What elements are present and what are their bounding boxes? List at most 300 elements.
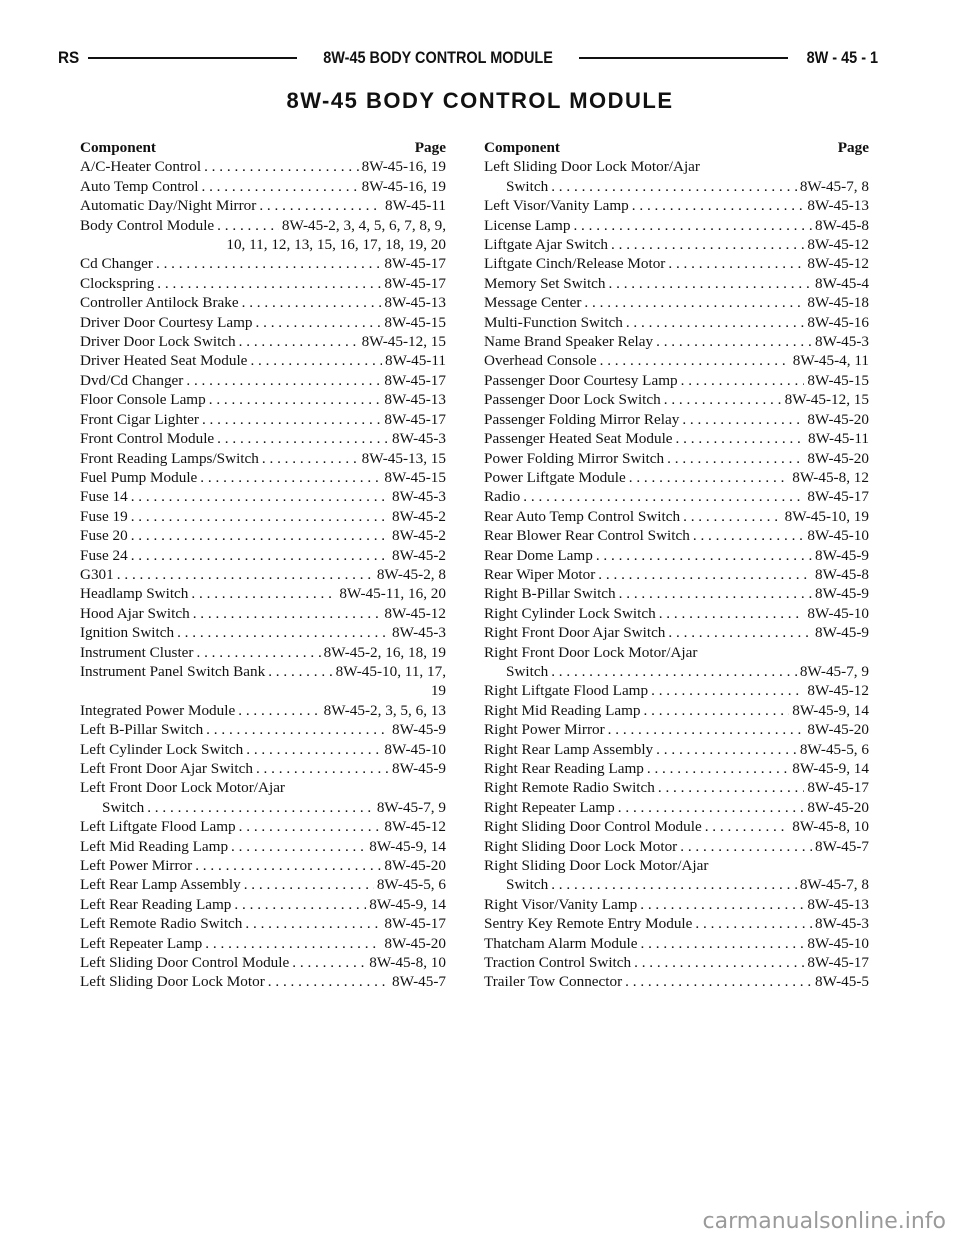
dot-leader [551,177,797,196]
page-ref: 8W-45-3 [815,333,869,351]
page-ref: 8W-45-12 [807,255,869,273]
page-ref: 8W-45-9 [815,546,869,564]
dot-leader [268,972,389,991]
component-name: Message Center [484,294,582,312]
page-ref: 8W-45-20 [807,410,869,428]
list-item [80,351,446,370]
component-name: Right Rear Lamp Assembly [484,740,654,758]
page-ref: 8W-45-20 [384,934,446,952]
list-item [80,293,446,312]
dot-leader [231,837,366,856]
page-ref: 8W-45-9 [392,760,446,777]
list-item [80,584,446,603]
component-name: Front Cigar Lighter [80,410,199,428]
page-ref: 8W-45-17 [384,371,446,389]
component-name: Rear Wiper Motor [484,565,596,583]
list-item-continuation [484,662,869,681]
component-name: Right Sliding Door Lock Motor [484,837,678,855]
dot-leader [682,410,804,429]
component-name: Left Visor/Vanity Lamp [484,197,629,215]
dot-leader [117,565,374,584]
list-item-continuation [80,798,446,817]
page-ref: 8W-45-20 [807,449,869,467]
dot-leader [573,216,812,235]
dot-leader [641,934,805,953]
dot-leader [651,681,804,700]
list-item [80,410,446,429]
dot-leader [262,449,359,468]
page-ref: 8W-45-11 [384,197,446,215]
component-heading: Component [484,139,560,156]
component-name: Left Front Door Ajar Switch [80,760,253,777]
page-ref: 8W-45-2 [392,507,446,525]
page-ref: 8W-45-2 [392,546,446,564]
component-name: Right Front Door Lock Motor/Ajar [484,643,698,661]
dot-leader [551,662,797,681]
list-item [80,895,446,914]
page-ref: 8W-45-9 [392,721,446,739]
dot-leader [131,487,389,506]
component-name: A/C-Heater Control [80,158,202,176]
dot-leader [626,313,805,332]
dot-leader [177,623,389,642]
list-item [484,740,869,759]
component-name: Passenger Folding Mirror Relay [484,410,680,428]
page-ref: 8W-45-16 [807,313,869,331]
component-name: G301 [80,565,114,583]
component-name: Fuse 24 [80,546,128,564]
list-item [80,837,446,856]
page-ref: 8W-45-5 [815,973,869,991]
list-item [80,390,446,409]
dot-leader [629,468,790,487]
page-ref: 8W-45-9, 14 [792,701,869,719]
list-item [484,410,869,429]
page-heading: Page [837,139,869,156]
component-name: Front Control Module [80,430,215,448]
dot-leader [204,157,359,176]
page-ref: 8W-45-7, 8 [799,876,869,894]
dot-leader [680,837,812,856]
dot-leader [667,449,804,468]
dot-leader [246,740,381,759]
component-name: Integrated Power Module [80,701,236,719]
page-ref: 8W-45-2, 16, 18, 19 [323,643,446,661]
list-item [80,449,446,468]
list-item [80,274,446,293]
list-item [80,468,446,487]
component-name: Left Rear Reading Lamp [80,895,232,913]
dot-leader [217,216,279,235]
dot-leader [600,351,790,370]
page-ref: 8W-45-12, 15 [361,333,446,351]
dot-leader [668,623,812,642]
page-ref: 8W-45-17 [807,779,869,797]
dot-leader [664,390,782,409]
dot-leader [131,546,389,565]
dot-leader [193,604,382,623]
list-item [80,546,446,565]
dot-leader [640,895,804,914]
component-name: Left Sliding Door Lock Motor/Ajar [484,158,700,176]
page-title: 8W-45 BODY CONTROL MODULE [286,88,674,113]
dot-leader [234,895,366,914]
page-ref: 8W-45-3 [815,915,869,933]
dot-leader [157,274,381,293]
page-ref: 8W-45-16, 19 [361,158,446,176]
page-ref: 8W-45-12, 15 [784,391,869,409]
list-item [80,216,446,235]
page-ref: 8W-45-17 [384,915,446,933]
component-name: Sentry Key Remote Entry Module [484,915,693,933]
header-section-code: RS [58,48,80,67]
dot-leader [131,507,389,526]
page-ref: 8W-45-8, 10 [792,818,869,836]
page-ref: 8W-45-5, 6 [376,876,446,894]
list-item [484,468,869,487]
page-ref: 8W-45-4, 11 [792,352,869,370]
list-item-continuation [484,177,869,196]
list-item [80,526,446,545]
dot-leader [239,817,382,836]
list-item [484,449,869,468]
list-item [80,177,446,196]
page-ref: 8W-45-20 [807,721,869,739]
component-name: Rear Auto Temp Control Switch [484,507,681,525]
list-item [80,953,446,972]
list-item [484,720,869,739]
component-name: Power Folding Mirror Switch [484,449,665,467]
component-name: Fuse 20 [80,527,128,545]
page-ref: 8W-45-3 [392,488,446,506]
component-name: Right Rear Reading Lamp [484,760,644,777]
component-name: Liftgate Cinch/Release Motor [484,255,666,273]
page-ref: 8W-45-9, 14 [792,760,869,777]
page-ref: 8W-45-20 [384,857,446,875]
dot-leader [217,429,389,448]
page-ref: 8W-45-12 [807,682,869,700]
page-ref: 8W-45-15 [384,468,446,486]
component-name: Instrument Cluster [80,643,194,661]
index-column-right [484,138,869,992]
component-name: Rear Dome Lamp [484,546,593,564]
dot-leader [705,817,790,836]
dot-leader [693,526,805,545]
list-item [484,778,869,797]
list-item [80,720,446,739]
page-ref: 8W-45-12 [807,236,869,254]
page-ref: 8W-45-12 [384,604,446,622]
page-ref: 8W-45-13 [384,391,446,409]
list-item [484,604,869,623]
column-header [80,138,446,157]
list-item [484,934,869,953]
component-name: Left Power Mirror [80,857,193,875]
dot-leader [658,778,805,797]
dot-leader [596,546,812,565]
dot-leader [147,798,374,817]
page-ref: 8W-45-7 [392,973,446,991]
component-list [80,157,446,991]
page-ref: 8W-45-7, 9 [376,798,446,816]
list-item [484,235,869,254]
dot-leader [209,390,382,409]
page-ref: 8W-45-11 [384,352,446,370]
list-item [484,487,869,506]
page-ref: 8W-45-12 [384,818,446,836]
list-item [484,429,869,448]
dot-leader [695,914,812,933]
dot-leader [598,565,812,584]
list-item [80,817,446,836]
component-name-cont: Switch [506,177,549,195]
list-item [80,662,446,681]
dot-leader [647,759,789,778]
page-ref: 8W-45-9, 14 [369,837,446,855]
page-ref: 8W-45-9 [815,624,869,642]
dot-leader [242,293,382,312]
list-item [484,390,869,409]
page-ref: 8W-45-18 [807,294,869,312]
component-name: Clockspring [80,274,155,292]
dot-leader [191,584,336,603]
page-ref: 8W-45-7, 9 [799,662,869,680]
component-name: Right Sliding Door Control Module [484,818,702,836]
component-name: Right Mid Reading Lamp [484,701,641,719]
list-item [80,196,446,215]
component-name: Hood Ajar Switch [80,604,190,622]
page-ref: 8W-45-8, 10 [369,954,446,972]
dot-leader [206,720,389,739]
component-name: Left Cylinder Lock Switch [80,740,244,758]
dot-leader [245,914,381,933]
component-name: Right Front Door Ajar Switch [484,624,666,642]
page-ref: 8W-45-10, 11, 17, [335,662,446,680]
component-name: Left Liftgate Flood Lamp [80,818,236,836]
page-heading: Page [414,139,446,156]
page-ref: 8W-45-2, 8 [376,565,446,583]
list-item [484,759,869,778]
component-name: Right Power Mirror [484,721,605,739]
list-item [80,972,446,991]
dot-leader [656,332,812,351]
component-name: Fuse 14 [80,488,128,506]
page-ref: 8W-45-17 [807,488,869,506]
list-item [484,798,869,817]
dot-leader [186,371,381,390]
dot-leader [196,643,320,662]
list-item [80,565,446,584]
component-name: Passenger Door Courtesy Lamp [484,371,678,389]
page-ref: 8W-45-13 [807,895,869,913]
list-item [484,565,869,584]
dot-leader [681,371,805,390]
dot-leader [259,196,382,215]
component-list [484,157,869,991]
component-name: Left Mid Reading Lamp [80,837,229,855]
list-item [484,196,869,215]
dot-leader [201,177,358,196]
component-name: Overhead Console [484,352,597,370]
dot-leader [238,701,320,720]
page-ref-continuation: 19 [430,682,446,700]
dot-leader [609,274,813,293]
dot-leader [611,235,804,254]
page-ref: 8W-45-17 [384,274,446,292]
component-name: Front Reading Lamps/Switch [80,449,259,467]
list-item [484,293,869,312]
page-ref: 8W-45-8 [815,565,869,583]
dot-leader [156,254,381,273]
component-name: Body Control Module [80,216,215,234]
page-ref: 8W-45-10 [807,527,869,545]
list-item [80,778,446,797]
page-ref: 8W-45-7, 8 [799,177,869,195]
page-ref: 8W-45-11, 16, 20 [339,585,446,603]
list-item [80,759,446,778]
page-ref: 8W-45-2, 3, 5, 6, 13 [323,701,446,719]
list-item [484,643,869,662]
list-item [80,313,446,332]
running-header [58,46,878,70]
component-heading: Component [80,139,156,156]
list-item [484,681,869,700]
page-ref: 8W-45-10 [807,604,869,622]
component-name: Left B-Pillar Switch [80,721,204,739]
component-name: Headlamp Switch [80,585,189,603]
list-item [484,313,869,332]
list-item [484,332,869,351]
component-name: Auto Temp Control [80,177,199,195]
component-name: Automatic Day/Night Mirror [80,197,257,215]
index-column-left [80,138,446,992]
dot-leader [256,313,382,332]
list-item [80,875,446,894]
list-item [80,934,446,953]
component-name: Thatcham Alarm Module [484,934,638,952]
list-item [484,953,869,972]
dot-leader [523,487,804,506]
watermark: carmanualsonline.info [702,1209,946,1234]
component-name: Rear Blower Rear Control Switch [484,527,690,545]
component-name: Right Repeater Lamp [484,798,615,816]
component-name: Left Sliding Door Control Module [80,954,290,972]
component-name: Radio [484,488,521,506]
list-item [484,274,869,293]
page-ref: 8W-45-10 [807,934,869,952]
component-name: Trailer Tow Connector [484,973,623,991]
component-name: Passenger Door Lock Switch [484,391,661,409]
page-ref: 8W-45-13, 15 [361,449,446,467]
list-item [80,914,446,933]
component-name: Driver Door Courtesy Lamp [80,313,253,331]
component-name: Passenger Heated Seat Module [484,430,673,448]
dot-leader [202,410,381,429]
dot-leader [618,798,805,817]
dot-leader [625,972,812,991]
column-header [484,138,869,157]
page-ref: 8W-45-10, 19 [784,507,869,525]
component-name-cont: Switch [102,798,145,816]
component-name: Driver Door Lock Switch [80,333,236,351]
dot-leader [608,720,805,739]
list-item [484,526,869,545]
component-name: Left Sliding Door Lock Motor [80,973,265,991]
component-name-cont: Switch [506,662,549,680]
list-item [484,817,869,836]
component-name: Name Brand Speaker Relay [484,333,654,351]
component-name: Multi-Function Switch [484,313,623,331]
dot-leader [250,351,382,370]
component-name: Right Remote Radio Switch [484,779,655,797]
dot-leader [668,254,804,273]
page-ref: 8W-45-2, 3, 4, 5, 6, 7, 8, 9, [281,216,446,234]
page-ref: 8W-45-17 [384,255,446,273]
page-ref: 8W-45-5, 6 [799,740,869,758]
list-item [484,701,869,720]
list-item [80,740,446,759]
page-ref: 8W-45-13 [384,294,446,312]
page-ref: 8W-45-3 [392,624,446,642]
page-ref: 8W-45-15 [384,313,446,331]
dot-leader [659,604,805,623]
list-item [484,972,869,991]
list-item [484,546,869,565]
list-item [80,623,446,642]
component-name: Fuel Pump Module [80,468,198,486]
component-name: Driver Heated Seat Module [80,352,248,370]
list-item [80,429,446,448]
list-item [80,487,446,506]
list-item [80,507,446,526]
dot-leader [200,468,381,487]
page-ref: 8W-45-15 [807,371,869,389]
component-name: Right Cylinder Lock Switch [484,604,656,622]
page-ref-continuation: 10, 11, 12, 13, 15, 16, 17, 18, 19, 20 [226,236,446,254]
dot-leader [195,856,381,875]
component-name: Right Visor/Vanity Lamp [484,895,638,913]
list-item [80,254,446,273]
list-item [80,332,446,351]
dot-leader [131,526,389,545]
dot-leader [656,740,797,759]
page-ref: 8W-45-10 [384,740,446,758]
dot-leader [268,662,332,681]
dot-leader [256,759,389,778]
list-item [484,837,869,856]
list-item [484,914,869,933]
page-ref: 8W-45-11 [807,430,869,448]
dot-leader [619,584,812,603]
component-name: Floor Console Lamp [80,391,206,409]
page-ref: 8W-45-17 [807,954,869,972]
page-ref: 8W-45-3 [392,430,446,448]
component-name: Right Liftgate Flood Lamp [484,682,649,700]
list-item [484,351,869,370]
component-name: Controller Antilock Brake [80,294,239,312]
dot-leader [292,953,366,972]
list-item [484,371,869,390]
list-item [80,643,446,662]
component-name: Traction Control Switch [484,954,632,972]
header-rule-left [88,57,297,59]
header-page-number: 8W - 45 - 1 [806,48,879,67]
list-item [80,604,446,623]
dot-leader [551,875,797,894]
page-ref: 8W-45-2 [392,527,446,545]
dot-leader [644,701,790,720]
component-name: Power Liftgate Module [484,468,626,486]
